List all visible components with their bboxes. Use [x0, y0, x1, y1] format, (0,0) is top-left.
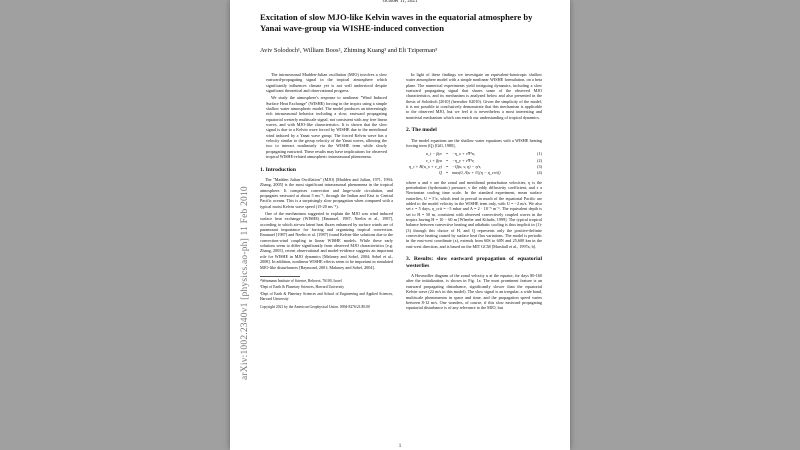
intro-paragraph-1: The "Madden Julian Oscillation" (MJO) [Madden and Julian, 1971, 1994; Zhang, 2005] is the most significant intraseasonal phenomena in the tropical atmosphere. It comprises convection and large-scale circulation, and propagates eastward at about 5 ms⁻¹, through the Indian and East to Central Pacific oceans. This is a surprisingly slow propagation when compared with a typical moist Kelvin wave speed (15-20 ms⁻¹). [260, 177, 393, 209]
equation-rel: = [445, 157, 449, 163]
footnote-2: ²Dept of Earth & Planetary Sciences, Harvard University [260, 285, 345, 290]
model-paragraph-1: The model equations are the shallow water equations with a WISHE heating forcing term (Q) [Gill, 1980], [406, 137, 542, 148]
right-column [406, 72, 542, 313]
equation-rhs: −η_y + ν∇²v, [452, 157, 475, 163]
equation-3 [406, 164, 542, 169]
equation-number: (3) [537, 163, 542, 169]
equation-4 [406, 170, 542, 175]
equation-number: (2) [537, 157, 542, 163]
equation-rel: = [445, 151, 449, 157]
equation-lhs: u_t − βyv [425, 151, 442, 157]
footnote-1: ¹Weizmann Institute of Science, Rehovot, 76100, Israel [260, 278, 342, 283]
paper-date: October 11, 2021 [382, 0, 418, 4]
equation-rhs: −η_x + ν∇²u, [452, 151, 475, 157]
equation-2 [406, 158, 542, 163]
equation-lhs: v_t + βyu [425, 157, 442, 163]
intro-paragraph-3: In light of these findings we investigate an equivalent-barotropic shallow water atmosphere model with a simple nonlinear WISHE formulation, on a beta plane. The numerical experiments yield intriguing dynamics, including a slow eastward propagating signal that shares some of the observed MJO characteristics, and its mechanism is analyzed below and also presented in the thesis of Solodoch [2010] (hereafter S2010). Given the simplicity of the model, it is not possible to conclusively demonstrate that this mechanism is applicable to the observed MJO, but we feel it is nevertheless a most interesting and nontrivial mechanism which can enrich our understanding of tropical dynamics. [406, 72, 542, 120]
left-column [260, 72, 393, 310]
equation-lhs: η_t + H(u_x + v_y) [409, 163, 442, 169]
footnote-3: ³Dept of Earth & Planetary Sciences and School of Engineering and Applied Sciences, Harvard University [260, 292, 393, 301]
equation-block [406, 151, 542, 175]
paper-page [230, 0, 570, 450]
equation-number: (4) [537, 170, 542, 176]
abstract-paragraph-2: We study the atmosphere's response to nonlinear "Wind Induced Surface Heat Exchange" (WISHE) forcing in the tropics using a simple shallow water atmospheric model. The model produces an interestingly rich intraseasonal behavior including a slow, eastward propagating equatorial westerly multiscale signal, not consistent with any free linear waves, and with MJO-like characteristics. It is shown that the slow signal is due to a Kelvin wave forced by WISHE due to the meridional wind induced by a Yanai wave group. The forced Kelvin wave has a velocity similar to the group velocity of the Yanai waves, allowing the two to interact nonlinearly via the WISHE term while slowly propagating eastward. These results may have implications for observed tropical WISHE-related atmospheric intraseasonal phenomena. [266, 95, 387, 160]
equation-rel: = [445, 170, 449, 176]
model-paragraph-2: where u and v are the zonal and meridional perturbation velocities, η is the perturbation (hydrostatic) pressure, ν the eddy diffusivity coefficient, and τ a Newtonian cooling time scale. In the standard experiment, mean surface easterlies, U = Γ/ε, which tend to prevail in much of the equatorial Pacific are added to the model velocity in the WISHE term only, with U = −2 m/s. We also set τ = 5 days, η_crit = −5 mbar and A = 2 · 10⁻⁵ m⁻¹. The equivalent depth is set to H = 50 m, consistent with observed convectively coupled waves in the tropics having H = 10 − 60 m [Wheeler and Kiladis, 1999]. The typical tropical balance between convective heating and adiabatic cooling is thus implicit in (1)-(3) through this choice of H, and Q represents only the positive-definite convective heating caused by surface heat flux variations. The model is periodic in the east-west coordinate (x), extends from 60S to 60N and 25,600 km in the east-west direction, and is based on the MIT GCM [Marshall et al., 1997a, b]. [406, 179, 542, 249]
page-number: 1 [398, 444, 402, 449]
equation-1 [406, 151, 542, 156]
abstract-paragraph-1: The intraseasonal Madden-Julian oscillation (MJO) involves a slow eastward-propagating signal in the tropical atmosphere which significantly influences climate yet is not well understood despite significant theoretical and observational progress. [266, 72, 387, 94]
copyright-notice: Copyright 2021 by the American Geophysical Union. 0094-8276/21/$5.00 [260, 305, 370, 310]
equation-rel: = [445, 163, 449, 169]
equation-lhs: Q [438, 170, 442, 176]
section-title-results: 3. Results: slow eastward propagation of equatorial westerlies [406, 256, 542, 269]
section-title-model: 2. The model [406, 127, 437, 134]
intro-paragraph-2: One of the mechanisms suggested to explain the MJO was wind induced surface heat exchange (WISHE) [Emanuel, 1987; Neelin et al., 1987], according to which air-sea latent heat fluxes enhanced by surface winds are of paramount importance for forcing and organizing tropical convection. Emanuel [1987] and Neelin et al. [1987] found Kelvin-like solutions due to the convection-wind coupling in linear WISHE models. While these early solutions seem to differ significantly from observed MJO characteristics [e.g. Zhang, 2005], recent observational and model-evidence suggests an important role for WISHE in MJO dynamics [Maloney and Sobel, 2004; Sobel et al., 2008]. In addition, nonlinear WISHE effects seem to be important in simulated MJO-like disturbances [Raymond, 2001; Maloney and Sobel, 2004]. [260, 211, 393, 270]
abstract [260, 72, 393, 160]
equation-rhs: −Q(u, v, η) − η/τ, [452, 163, 482, 169]
paper-title: Excitation of slow MJO-like Kelvin waves in the equatorial atmosphere by Yanai wave-group via WISHE-induced convection [260, 12, 533, 33]
results-paragraph-1: A Hovmoller diagram of the zonal velocity u at the equator, for days 80-160 after the initialization, is shown in Fig. 1a. The most prominent feature is an eastward propagating disturbance, significantly slower than the equatorial Kelvin wave (22 m/s in this model). The slow signal is an irregular, a wide band, multiscale phenomenon in space and time, and the propagation speed varies between 8-12 m/s. One wonders, of course, if this slow eastward propagating equatorial disturbance is of any relevance to the MJO, but [406, 273, 542, 311]
equation-rhs: max(0, A|u + U|(η − η_crit)) [452, 170, 501, 176]
paper-authors: Aviv Solodoch¹, William Boos², Zhiming Kuang³ and Eli Tziperman³ [260, 47, 438, 54]
equation-number: (1) [537, 151, 542, 157]
section-title-introduction: 1. Introduction [260, 166, 296, 173]
footnote-rule [260, 276, 300, 277]
arxiv-identifier: arXiv:1002.2340v1 [physics.ao-ph] 11 Feb 2010 [240, 186, 250, 380]
